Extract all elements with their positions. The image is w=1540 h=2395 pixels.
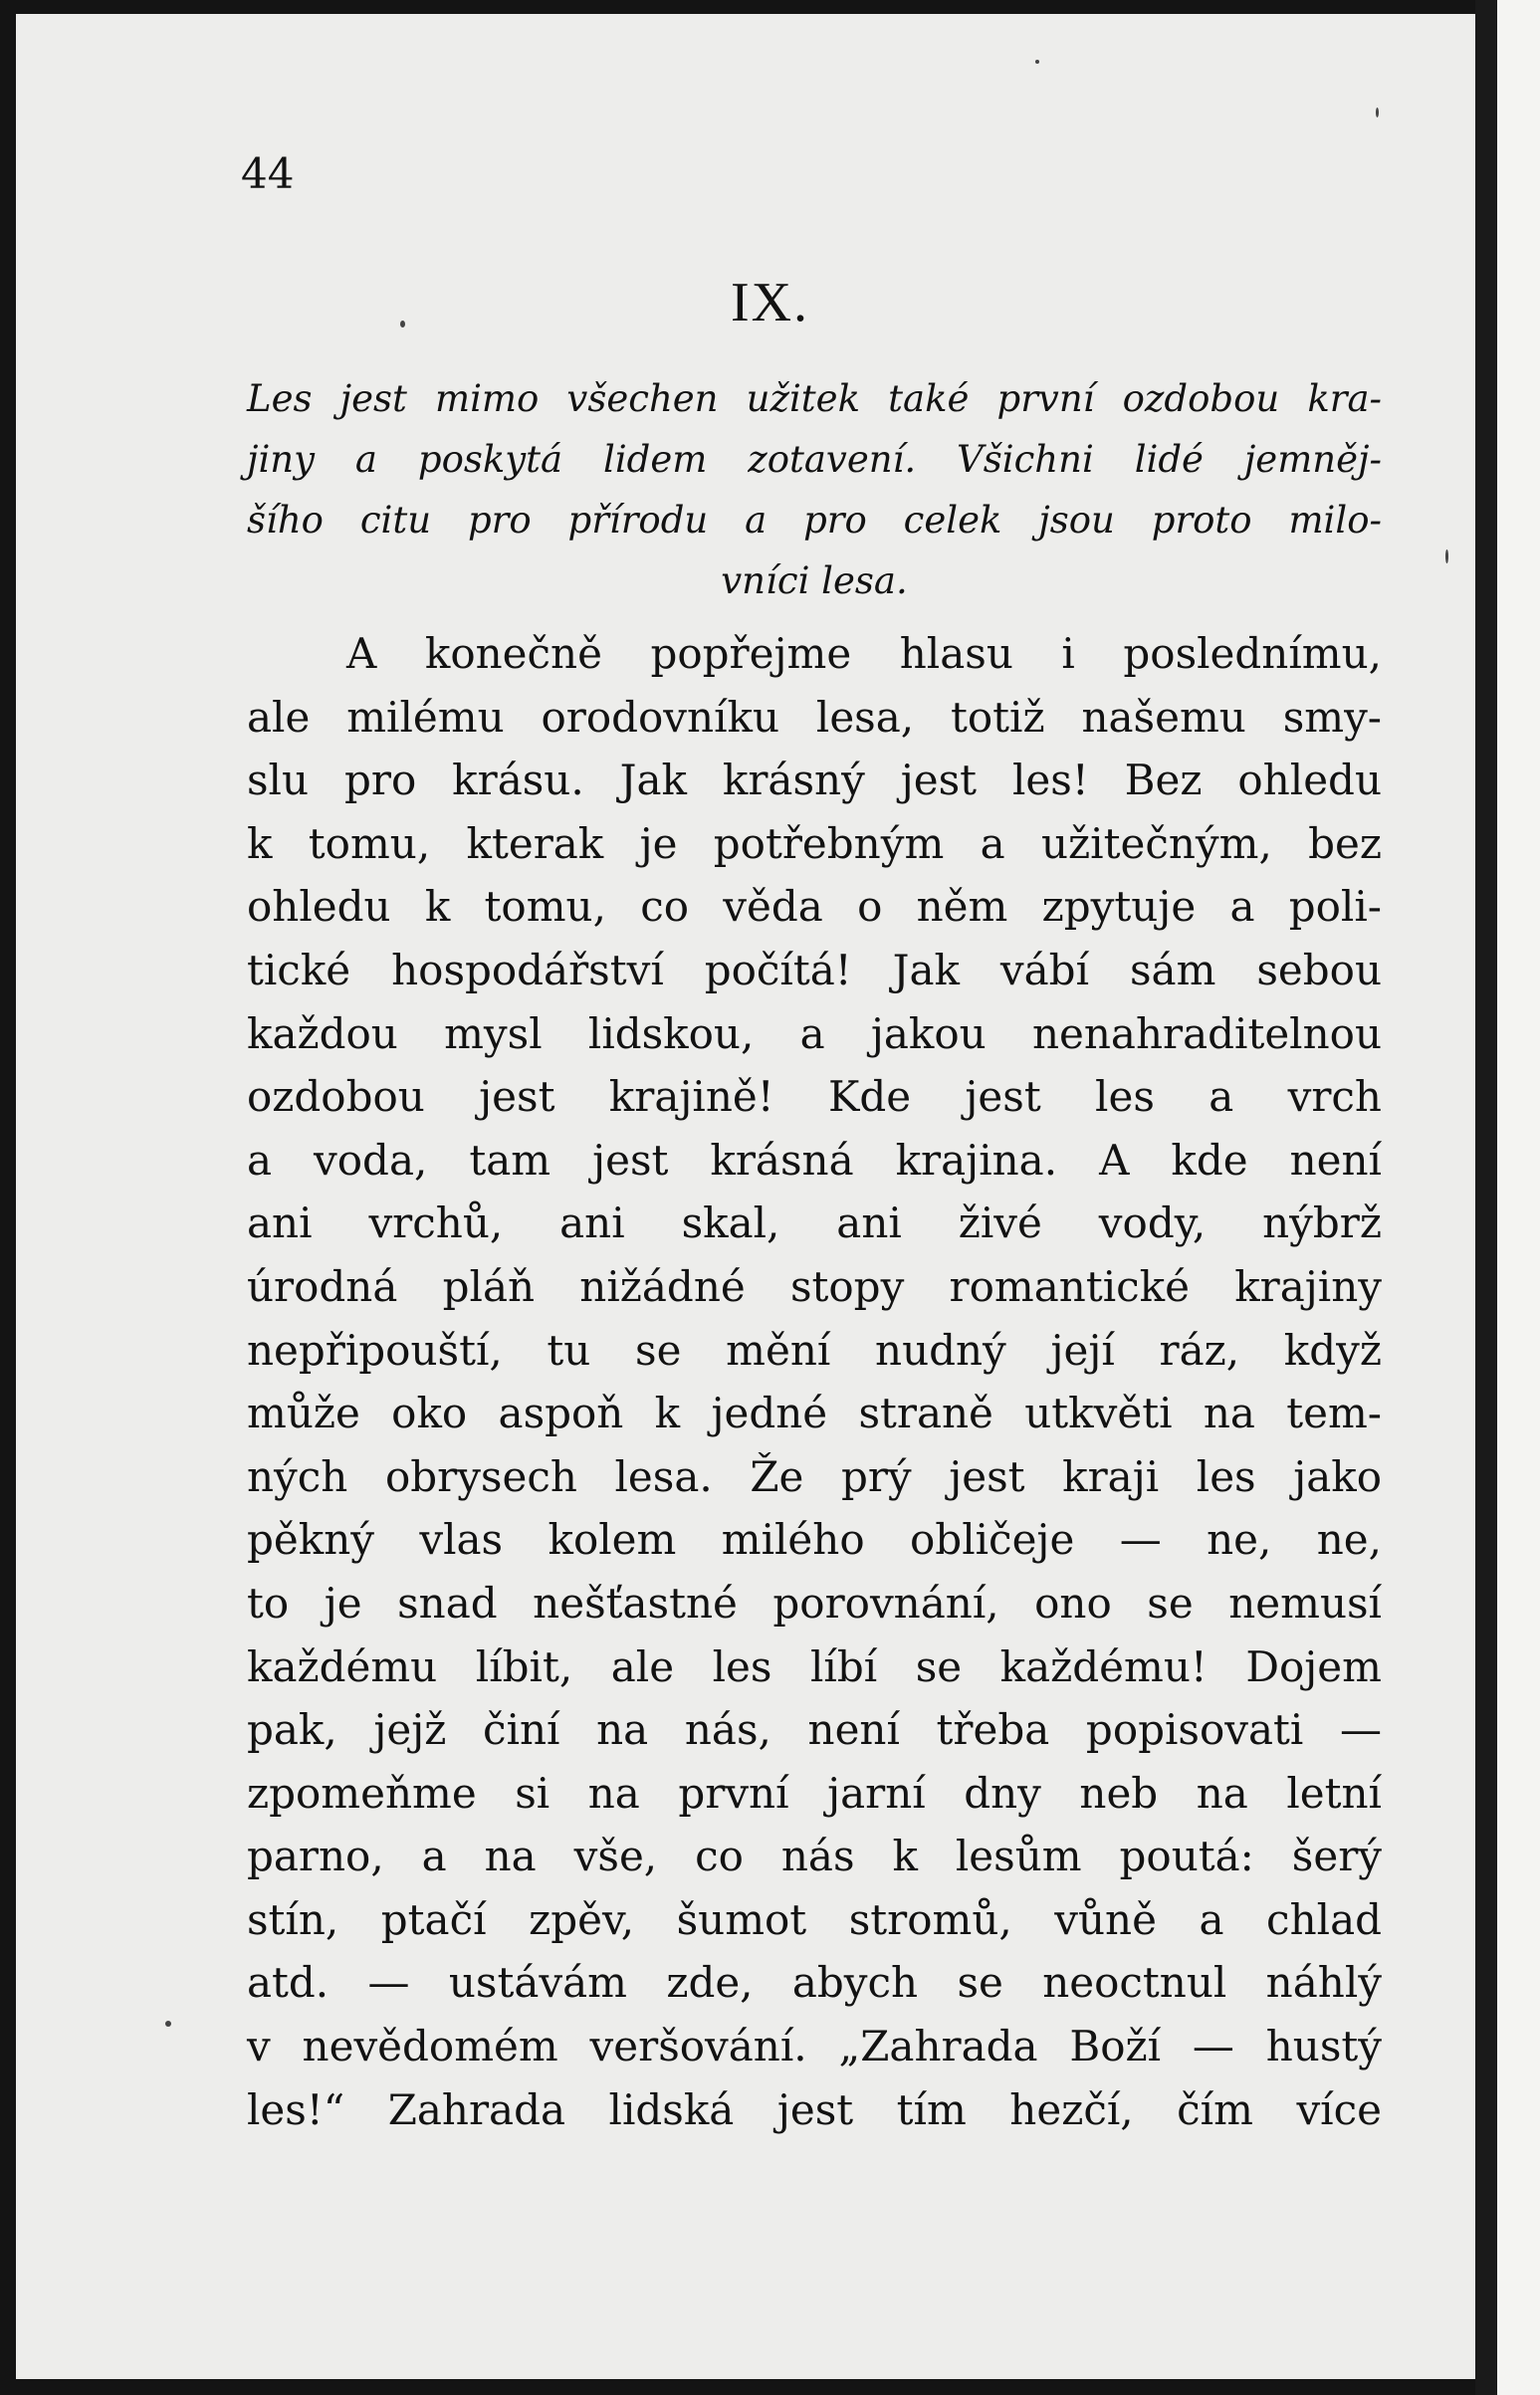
summary-line: šího citu pro přírodu a pro celek jsou proto milo- xyxy=(247,499,1382,542)
text-line: les!“ Zahrada lidská jest tím hezčí, čím více xyxy=(247,2084,1382,2134)
text-line: ale milému orodovníku lesa, totiž našemu smy- xyxy=(247,692,1382,742)
text-line: ohledu k tomu, co věda o něm zpytuje a poli- xyxy=(247,882,1382,932)
text-line: A konečně popřejme hlasu i poslednímu, xyxy=(346,629,1382,678)
text-line: atd. — ustávám zde, abych se neoctnul náhlý xyxy=(247,1958,1382,2008)
text-line: každou mysl lidskou, a jakou nenahraditelnou xyxy=(247,1008,1382,1058)
scan-margin-strip xyxy=(1497,0,1540,2395)
chapter-heading: IX. xyxy=(730,272,810,333)
body-paragraph xyxy=(247,622,1382,2141)
text-line: tické hospodářství počítá! Jak vábí sám sebou xyxy=(247,945,1382,994)
summary-line: vníci lesa. xyxy=(721,559,908,602)
text-line: stín, ptačí zpěv, šumot stromů, vůně a chlad xyxy=(247,1894,1382,1944)
text-line: může oko aspoň k jedné straně utkvěti na tem- xyxy=(247,1389,1382,1438)
text-line: a voda, tam jest krásná krajina. A kde není xyxy=(247,1135,1382,1185)
scan-speck xyxy=(1376,108,1379,117)
text-line: ných obrysech lesa. Že prý jest kraji les jako xyxy=(247,1451,1382,1501)
text-line: slu pro krásu. Jak krásný jest les! Bez ohledu xyxy=(247,756,1382,805)
text-line: k tomu, kterak je potřebným a užitečným, bez xyxy=(247,818,1382,868)
text-line: každému líbit, ale les líbí se každému! Dojem xyxy=(247,1641,1382,1691)
text-line: zpomeňme si na první jarní dny neb na letní xyxy=(247,1768,1382,1818)
scan-speck xyxy=(1445,549,1448,563)
text-line: nepřipouští, tu se mění nudný její ráz, když xyxy=(247,1325,1382,1375)
scan-speck xyxy=(1035,60,1039,64)
text-line: parno, a na vše, co nás k lesům poutá: šerý xyxy=(247,1832,1382,1881)
text-line: pěkný vlas kolem milého obličeje — ne, ne, xyxy=(247,1515,1382,1565)
page-number: 44 xyxy=(241,149,295,198)
text-line: v nevědomém veršování. „Zahrada Boží — hustý xyxy=(247,2022,1382,2071)
text-line: pak, jejž činí na nás, není třeba popisovati — xyxy=(247,1705,1382,1755)
scan-speck xyxy=(165,2021,171,2027)
chapter-summary xyxy=(247,368,1382,611)
summary-line: jiny a poskytá lidem zotavení. Všichni lidé jemněj- xyxy=(247,438,1382,481)
text-line: to je snad nešťastné porovnání, ono se nemusí xyxy=(247,1578,1382,1628)
text-line: úrodná pláň nižádné stopy romantické krajiny xyxy=(247,1261,1382,1311)
text-line: ani vrchů, ani skal, ani živé vody, nýbrž xyxy=(247,1198,1382,1248)
summary-line: Les jest mimo všechen užitek také první ozdobou kra- xyxy=(247,377,1382,420)
text-line: ozdobou jest krajině! Kde jest les a vrch xyxy=(247,1072,1382,1122)
page-spine-shadow xyxy=(1475,0,1497,2395)
